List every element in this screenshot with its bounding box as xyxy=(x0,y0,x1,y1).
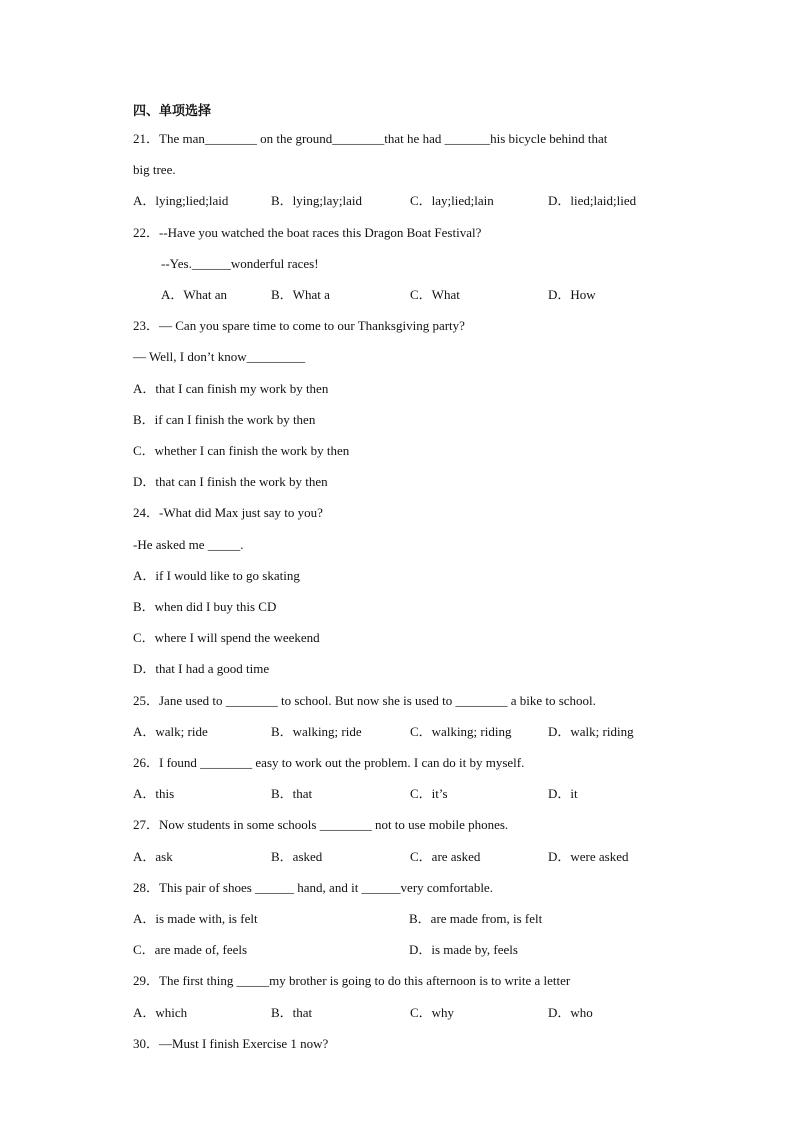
question-21-options xyxy=(133,191,663,211)
question-25-stem: 25．Jane used to ________ to school. But now she is used to ________ a bike to school. xyxy=(133,693,596,708)
option-b[interactable]: B．that xyxy=(271,786,313,801)
option-c[interactable]: C．are asked xyxy=(410,849,481,864)
option-c[interactable]: C．whether I can finish the work by then xyxy=(133,443,350,458)
option-a[interactable]: A．which xyxy=(133,1005,188,1020)
section-title: 四、单项选择 xyxy=(133,104,212,119)
option-d[interactable]: D．it xyxy=(548,786,578,801)
question-28-options-row2 xyxy=(133,940,663,960)
option-b[interactable]: B．are made from, is felt xyxy=(409,911,543,926)
option-d[interactable]: D．were asked xyxy=(548,849,629,864)
option-a[interactable]: A．is made with, is felt xyxy=(133,911,258,926)
question-21-stem: 21．The man________ on the ground________that he had _______his bicycle behind that xyxy=(133,131,608,146)
question-22-stem: 22．--Have you watched the boat races this Dragon Boat Festival? xyxy=(133,225,482,240)
question-24-stem: 24．-What did Max just say to you? xyxy=(133,505,323,520)
question-22-options xyxy=(161,285,663,305)
option-d[interactable]: D．lied;laid;lied xyxy=(548,193,637,208)
question-22-stem-cont: --Yes.______wonderful races! xyxy=(161,256,319,271)
question-26-stem: 26．I found ________ easy to work out the problem. I can do it by myself. xyxy=(133,755,525,770)
option-d[interactable]: D．who xyxy=(548,1005,593,1020)
question-30-stem: 30．—Must I finish Exercise 1 now? xyxy=(133,1036,329,1051)
question-28-options-row1 xyxy=(133,909,663,929)
option-a[interactable]: A．walk; ride xyxy=(133,724,208,739)
question-27-stem: 27．Now students in some schools ________ not to use mobile phones. xyxy=(133,817,509,832)
option-b[interactable]: B．walking; ride xyxy=(271,724,362,739)
option-a[interactable]: A．that I can finish my work by then xyxy=(133,381,329,396)
question-23-stem: 23．— Can you spare time to come to our Thanksgiving party? xyxy=(133,318,465,333)
question-25-options xyxy=(133,722,663,742)
question-27-options xyxy=(133,847,663,867)
question-21-stem-cont: big tree. xyxy=(133,162,176,177)
question-28-stem: 28．This pair of shoes ______ hand, and it ______very comfortable. xyxy=(133,880,493,895)
option-c[interactable]: C．lay;lied;lain xyxy=(410,193,494,208)
option-b[interactable]: B．when did I buy this CD xyxy=(133,599,277,614)
option-b[interactable]: B．What a xyxy=(271,287,330,302)
question-26-options xyxy=(133,784,663,804)
question-24-stem-cont: -He asked me _____. xyxy=(133,537,244,552)
option-b[interactable]: B．if can I finish the work by then xyxy=(133,412,316,427)
option-c[interactable]: C．What xyxy=(410,287,460,302)
option-d[interactable]: D．that can I finish the work by then xyxy=(133,474,328,489)
option-d[interactable]: D．walk; riding xyxy=(548,724,634,739)
option-a[interactable]: A．this xyxy=(133,786,175,801)
option-c[interactable]: C．why xyxy=(410,1005,455,1020)
question-29-options xyxy=(133,1003,663,1023)
question-29-stem: 29．The first thing _____my brother is going to do this afternoon is to write a letter xyxy=(133,973,571,988)
option-b[interactable]: B．lying;lay;laid xyxy=(271,193,362,208)
option-d[interactable]: D．that I had a good time xyxy=(133,661,270,676)
option-b[interactable]: B．that xyxy=(271,1005,313,1020)
question-23-stem-cont: — Well, I don’t know_________ xyxy=(133,349,306,364)
option-a[interactable]: A．lying;lied;laid xyxy=(133,193,229,208)
option-c[interactable]: C．are made of, feels xyxy=(133,942,248,957)
option-c[interactable]: C．it’s xyxy=(410,786,448,801)
option-a[interactable]: A．if I would like to go skating xyxy=(133,568,300,583)
option-b[interactable]: B．asked xyxy=(271,849,323,864)
option-c[interactable]: C．walking; riding xyxy=(410,724,512,739)
option-a[interactable]: A．What an xyxy=(161,287,228,302)
option-c[interactable]: C．where I will spend the weekend xyxy=(133,630,320,645)
option-d[interactable]: D．How xyxy=(548,287,596,302)
option-d[interactable]: D．is made by, feels xyxy=(409,942,518,957)
option-a[interactable]: A．ask xyxy=(133,849,173,864)
